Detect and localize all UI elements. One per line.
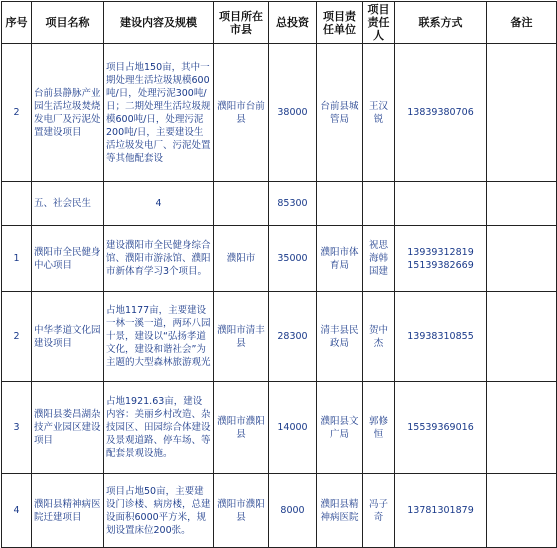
cell-person: 贺中杰: [363, 292, 395, 382]
cell-name: 濮阳县娄昌湖杂技产业园区建设项目: [32, 382, 104, 474]
header-seq: 序号: [2, 2, 32, 44]
cell-remarks: [487, 382, 557, 474]
cell-person: 冯子奇: [363, 474, 395, 548]
table-row: [2, 226, 557, 292]
header-investment: 总投资: [269, 2, 317, 44]
table-row: [2, 292, 557, 382]
cell-content: 占地1921.63亩，建设内容：美丽乡村改造、杂技园区、田园综合体建设及景观道路、停车场、等配套景观设施。: [104, 382, 214, 474]
cell-person: [363, 182, 395, 226]
cell-county: 濮阳市: [214, 226, 269, 292]
table-row: [2, 44, 557, 182]
header-remarks: 备注: [487, 2, 557, 44]
cell-unit: 清丰县民政局: [317, 292, 363, 382]
cell-investment: 14000: [269, 382, 317, 474]
cell-contact: 13939312819 15139382669: [395, 226, 487, 292]
table-header-row: [2, 2, 557, 44]
cell-remarks: [487, 226, 557, 292]
project-table: [1, 1, 557, 548]
header-county: 项目所在市县: [214, 2, 269, 44]
cell-county: 濮阳市台前县: [214, 44, 269, 182]
cell-county: [214, 182, 269, 226]
header-person: 项目责任人: [363, 2, 395, 44]
cell-content: 项目占地150亩，其中一期处理生活垃圾规模600吨/日，处理污泥300吨/日；二期处理生活垃圾规模600吨/日，处理污泥200吨/日，主要建设生活垃圾发电厂、污泥处置等其他配套设: [104, 44, 214, 182]
cell-unit: 濮阳县精神病医院: [317, 474, 363, 548]
header-contact: 联系方式: [395, 2, 487, 44]
cell-unit: [317, 182, 363, 226]
cell-contact: 13839380706: [395, 44, 487, 182]
cell-investment: 85300: [269, 182, 317, 226]
header-content: 建设内容及规模: [104, 2, 214, 44]
cell-person: 郭修恒: [363, 382, 395, 474]
cell-remarks: [487, 44, 557, 182]
cell-seq: 2: [2, 44, 32, 182]
cell-contact: 13938310855: [395, 292, 487, 382]
cell-investment: 35000: [269, 226, 317, 292]
cell-seq: 1: [2, 226, 32, 292]
cell-seq: 4: [2, 474, 32, 548]
table-row: [2, 382, 557, 474]
cell-remarks: [487, 182, 557, 226]
cell-name: 中华孝道文化园建设项目: [32, 292, 104, 382]
cell-seq: 3: [2, 382, 32, 474]
table-row-section: [2, 182, 557, 226]
cell-unit: 台前县城管局: [317, 44, 363, 182]
cell-contact: 13781301879: [395, 474, 487, 548]
cell-name: 濮阳市全民健身中心项目: [32, 226, 104, 292]
cell-content: 4: [104, 182, 214, 226]
cell-content: 建设濮阳市全民健身综合馆、濮阳市游泳馆、濮阳市新体育学习3个项目。: [104, 226, 214, 292]
cell-name: 五、社会民生: [32, 182, 104, 226]
cell-investment: 38000: [269, 44, 317, 182]
cell-investment: 8000: [269, 474, 317, 548]
cell-seq: 2: [2, 292, 32, 382]
cell-county: 濮阳市濮阳县: [214, 382, 269, 474]
cell-contact: 15539369016: [395, 382, 487, 474]
cell-remarks: [487, 474, 557, 548]
cell-unit: 濮阳市体育局: [317, 226, 363, 292]
cell-county: 濮阳市濮阳县: [214, 474, 269, 548]
table-row: [2, 474, 557, 548]
cell-person: 王汉锐: [363, 44, 395, 182]
header-unit: 项目责任单位: [317, 2, 363, 44]
cell-content: 项目占地50亩，主要建设门诊楼、病房楼，总建设面积6000平方米，规划设置床位200张。: [104, 474, 214, 548]
cell-remarks: [487, 292, 557, 382]
cell-seq: [2, 182, 32, 226]
cell-person: 祝思海韩国建: [363, 226, 395, 292]
cell-contact: [395, 182, 487, 226]
cell-name: 台前县静脉产业园生活垃圾焚烧发电厂及污泥处置建设项目: [32, 44, 104, 182]
cell-county: 濮阳市清丰县: [214, 292, 269, 382]
cell-name: 濮阳县精神病医院迁建项目: [32, 474, 104, 548]
header-name: 项目名称: [32, 2, 104, 44]
cell-content: 占地1177亩，主要建设一林一溪一道，两环八园十景，建设以“弘扬孝道文化，建设和谐社会”为主题的大型森林旅游观光: [104, 292, 214, 382]
cell-investment: 28300: [269, 292, 317, 382]
cell-unit: 濮阳县文广局: [317, 382, 363, 474]
